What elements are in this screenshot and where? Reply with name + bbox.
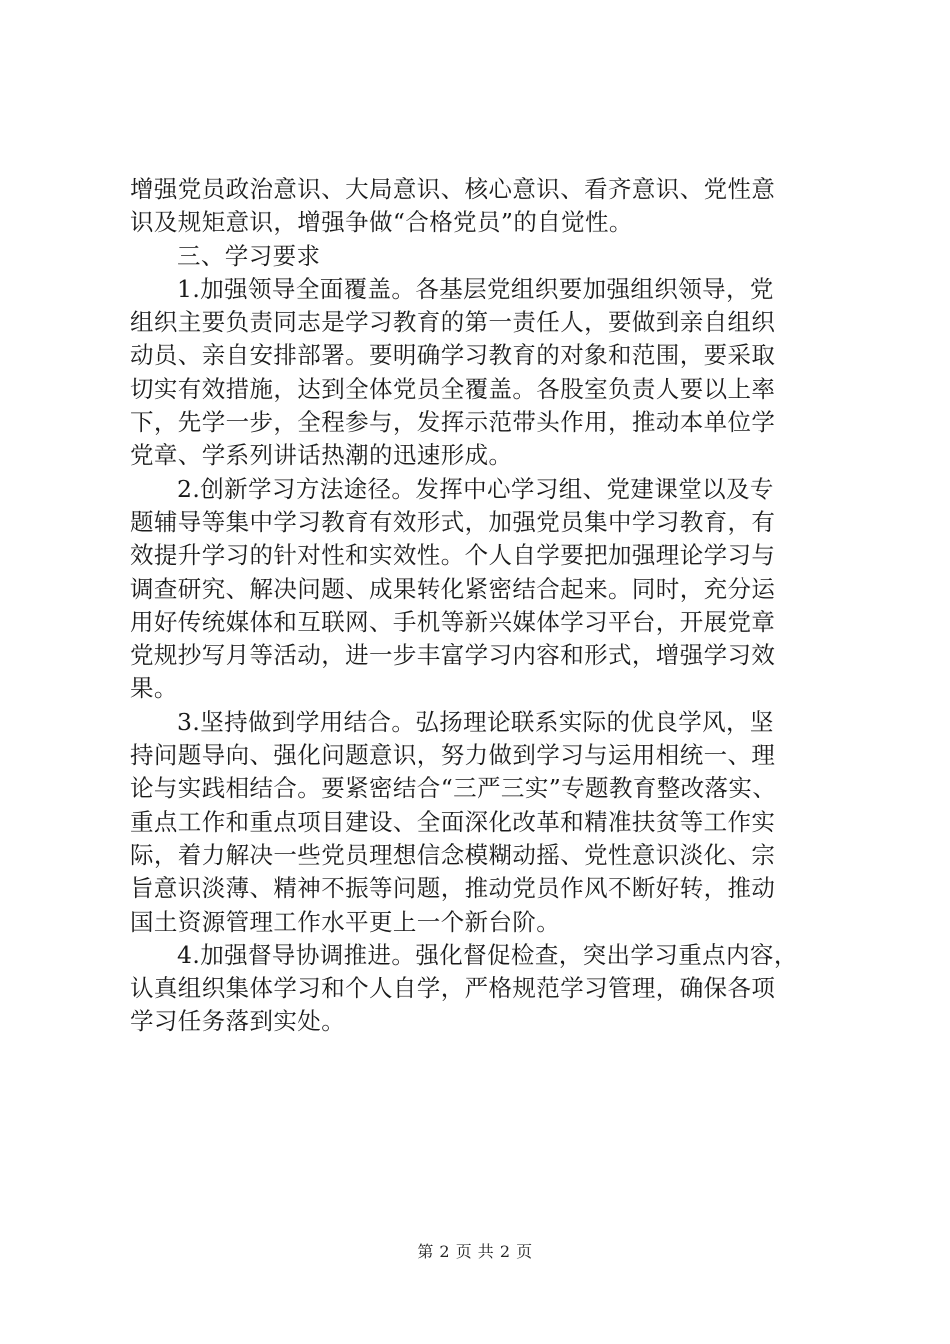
- text-line: 组织主要负责同志是学习教育的第一责任人，要做到亲自组织: [130, 308, 776, 337]
- text-line: 用好传统媒体和互联网、手机等新兴媒体学习平台，开展党章: [130, 607, 776, 636]
- text-line: 党规抄写月等活动，进一步丰富学习内容和形式，增强学习效: [130, 641, 776, 670]
- text-line: 3.坚持做到学用结合。弘扬理论联系实际的优良学风，坚: [177, 707, 774, 736]
- text-line: 论与实践相结合。要紧密结合“三严三实”专题教育整改落实、: [130, 774, 777, 803]
- text-line: 国土资源管理工作水平更上一个新台阶。: [130, 907, 561, 936]
- text-line: 三、学习要求: [177, 241, 321, 270]
- text-line: 效提升学习的针对性和实效性。个人自学要把加强理论学习与: [130, 541, 776, 570]
- text-line: 4.加强督导协调推进。强化督促检查，突出学习重点内容，: [177, 940, 798, 969]
- text-line: 果。: [130, 674, 178, 703]
- text-line: 增强党员政治意识、大局意识、核心意识、看齐意识、党性意: [130, 175, 776, 203]
- document-body: [130, 173, 830, 1039]
- text-line: 调查研究、解决问题、成果转化紧密结合起来。同时，充分运: [130, 574, 776, 603]
- text-line: 旨意识淡薄、精神不振等问题，推动党员作风不断好转，推动: [130, 874, 776, 903]
- text-line: 切实有效措施，达到全体党员全覆盖。各股室负责人要以上率: [130, 374, 776, 403]
- text-line: 1.加强领导全面覆盖。各基层党组织要加强组织领导，党: [177, 274, 774, 303]
- text-line: 识及规矩意识，增强争做“合格党员”的自觉性。: [130, 208, 633, 237]
- text-line: 题辅导等集中学习教育有效形式，加强党员集中学习教育，有: [130, 507, 776, 536]
- text-line: 学习任务落到实处。: [130, 1007, 346, 1036]
- text-line: 动员、亲自安排部署。要明确学习教育的对象和范围，要采取: [130, 341, 776, 370]
- page-footer: 第 2 页 共 2 页: [417, 1242, 533, 1261]
- text-line: 际，着力解决一些党员理想信念模糊动摇、党性意识淡化、宗: [130, 840, 776, 869]
- text-line: 下，先学一步，全程参与，发挥示范带头作用，推动本单位学: [130, 408, 776, 437]
- text-line: 持问题导向、强化问题意识，努力做到学习与运用相统一、理: [130, 741, 776, 770]
- text-line: 2.创新学习方法途径。发挥中心学习组、党建课堂以及专: [177, 474, 774, 503]
- text-line: 认真组织集体学习和个人自学，严格规范学习管理，确保各项: [130, 974, 776, 1003]
- text-line: 党章、学系列讲话热潮的迅速形成。: [130, 441, 513, 470]
- text-line: 重点工作和重点项目建设、全面深化改革和精准扶贫等工作实: [130, 807, 776, 836]
